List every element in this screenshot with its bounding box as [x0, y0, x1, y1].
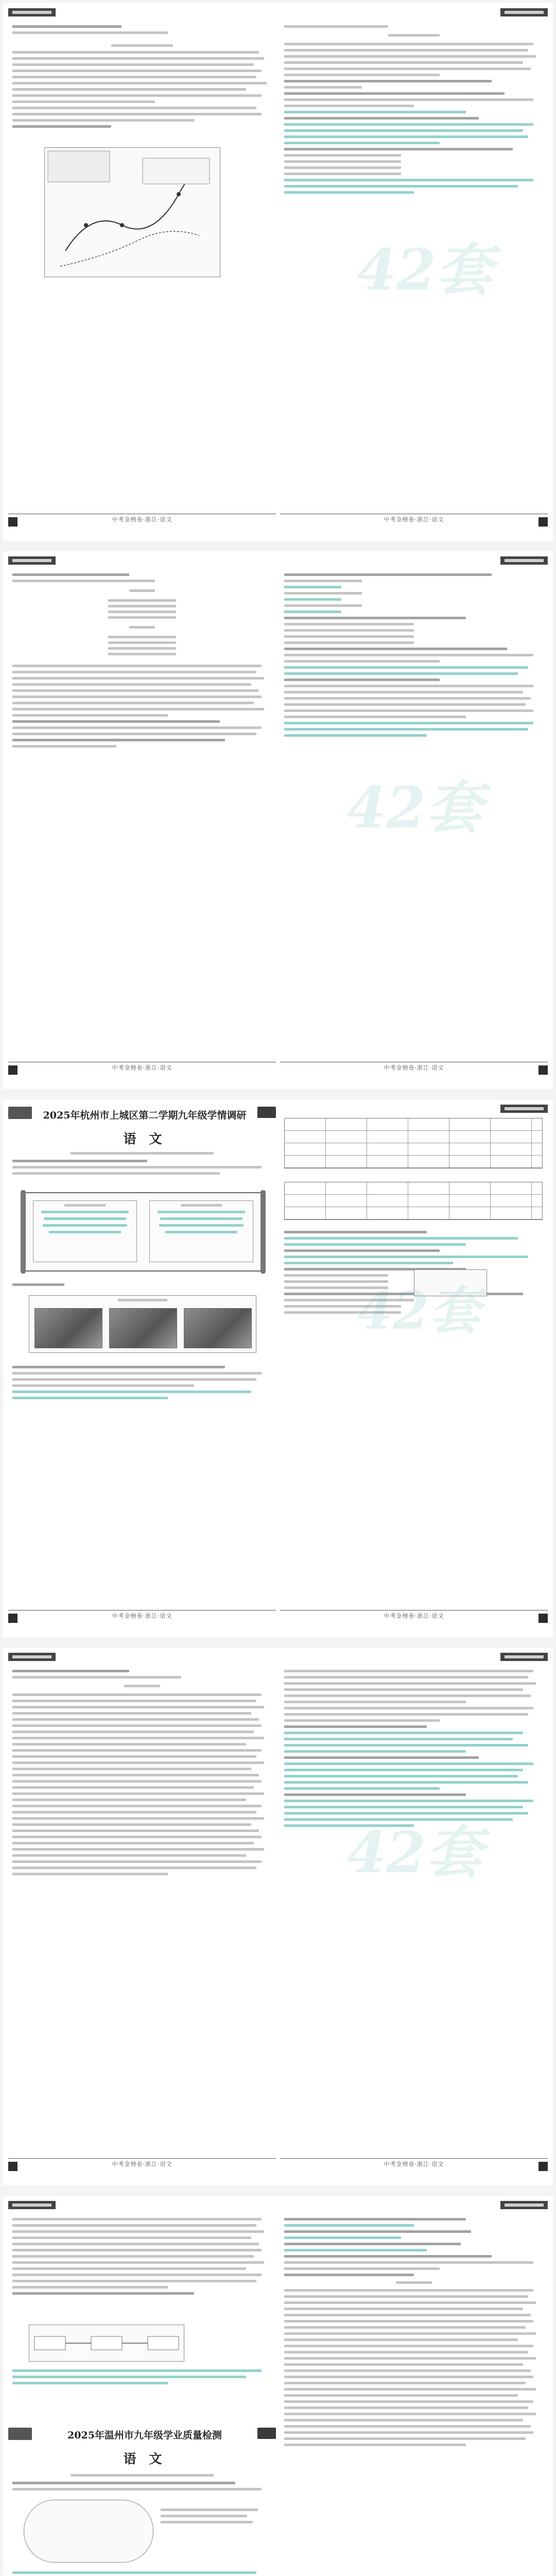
paper-number-tag [257, 2428, 276, 2439]
watermark: 42套 [347, 1819, 483, 1886]
page-9 [8, 2201, 276, 2576]
page-header-tab [500, 556, 548, 565]
page-3 [8, 556, 276, 1080]
photo [184, 1308, 252, 1348]
page-1 [8, 8, 276, 532]
page-body [284, 1666, 544, 2154]
concept-diagram [24, 2500, 153, 2563]
page-5 [8, 1105, 276, 1628]
scroll-panel-left [33, 1200, 137, 1262]
calligraphy-box [414, 1269, 487, 1296]
page-header-tab [500, 8, 548, 16]
question-block [12, 1362, 272, 1403]
page-number-badge [8, 1614, 18, 1623]
question-block [12, 2568, 272, 2576]
question-block [12, 2366, 272, 2388]
watermark: 42套 [347, 774, 483, 841]
page-2 [280, 8, 548, 532]
page-footer: 中考金榜卷·浙江·语文 [384, 1613, 444, 1619]
flow-arrows [29, 2325, 184, 2361]
spread-4 [3, 1648, 553, 2185]
question-block [12, 1280, 272, 1290]
page-number-badge [538, 517, 548, 527]
paper-number-tag [257, 1107, 276, 1118]
watermark: 42套 [357, 236, 493, 303]
route-map-diagram [45, 148, 220, 277]
page-body [12, 570, 272, 1057]
page-header-tab [500, 1653, 548, 1661]
paper-header [34, 1106, 255, 1147]
page-header-tab [500, 2201, 548, 2209]
scroll-figure [24, 1192, 263, 1272]
spread-2 [3, 551, 553, 1089]
page-footer: 中考金榜卷·浙江·语文 [384, 516, 444, 523]
question-block [12, 2474, 272, 2494]
map-figure [44, 147, 220, 277]
question-block [161, 2505, 269, 2527]
page-header-tab [500, 1105, 548, 1113]
page-10 [280, 2201, 548, 2576]
page-header-tab [8, 1653, 56, 1661]
page-number-badge [538, 1614, 548, 1623]
page-header-tab [8, 8, 56, 16]
watermark: 42套 [357, 1280, 481, 1341]
page-header-tab [8, 556, 56, 565]
photo-strip [29, 1295, 256, 1353]
paper-label [8, 1107, 32, 1119]
page-number-badge [538, 1065, 548, 1075]
page-footer: 中考金榜卷·浙江·语文 [112, 1613, 172, 1619]
paper-subject: 语 文 [123, 1131, 166, 1146]
page-body [284, 570, 544, 1057]
page-footer: 中考金榜卷·浙江·语文 [384, 2161, 444, 2167]
spread-3 [3, 1099, 553, 1637]
scroll-panel-right [149, 1200, 253, 1262]
page-7 [8, 1653, 276, 2176]
page-footer: 中考金榜卷·浙江·语文 [112, 1064, 172, 1071]
page-number-badge [8, 517, 18, 527]
page-number-badge [8, 2162, 18, 2171]
flow-diagram [29, 2325, 184, 2362]
page-number-badge [538, 2162, 548, 2171]
paper-label [8, 2428, 32, 2440]
page-8 [280, 1653, 548, 2176]
photo [109, 1308, 177, 1348]
paper-subject: 语 文 [123, 2451, 166, 2466]
page-number-badge [8, 1065, 18, 1075]
paper-title: 2025年杭州市上城区第二学期九年级学情调研 [43, 1110, 247, 1121]
page-6 [280, 1105, 548, 1628]
page-4 [280, 556, 548, 1080]
page-body [284, 2214, 544, 2576]
photo [34, 1308, 102, 1348]
spread-1 [3, 3, 553, 541]
info-table [284, 1118, 543, 1168]
spread-5 [3, 2196, 553, 2576]
page-body [12, 1666, 272, 2154]
page-footer: 中考金榜卷·浙江·语文 [112, 516, 172, 523]
info-table [284, 1182, 543, 1220]
page-body [284, 22, 544, 509]
page-header-tab [8, 2201, 56, 2209]
page-footer: 中考金榜卷·浙江·语文 [112, 2161, 172, 2167]
paper-header [34, 2426, 255, 2467]
page-footer: 中考金榜卷·浙江·语文 [384, 1064, 444, 1071]
paper-title: 2025年温州市九年级学业质量检测 [67, 2430, 222, 2441]
